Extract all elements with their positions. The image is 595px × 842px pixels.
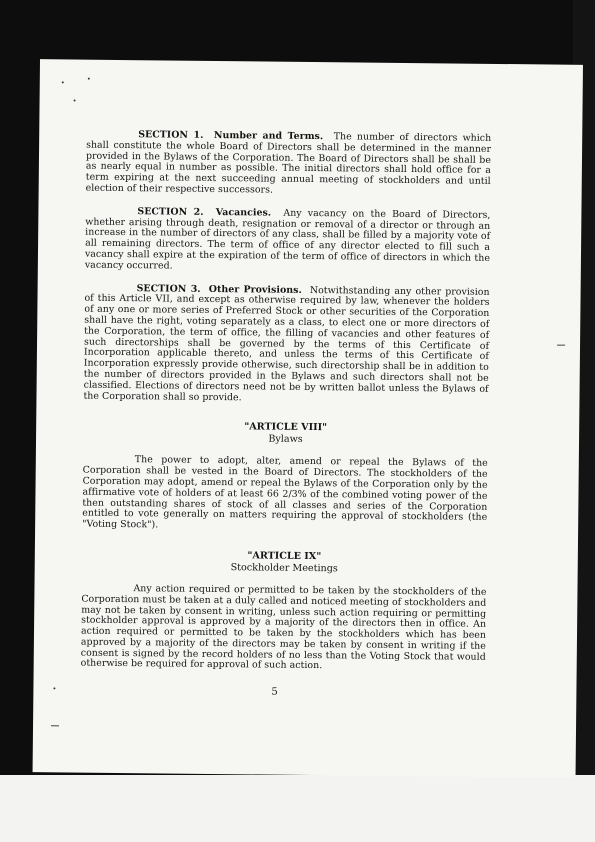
section-heading: SECTION 3. [136, 282, 201, 295]
scan-speck [62, 81, 64, 83]
article-ix-text: Any action required or permitted to be taken by the stockholders of the Corporation must be taken at a duly called and noticed meeting of stockholders and may not be taken by consent in writing, unless such action requiring or permitting stockholder approval is approved by a majority of the directors then in office. An action required or permitted to be taken by the stockholders which has been approved by a majority of the directors may be taken by consent in writing if the consent is signed by the record holders of no less than the Voting Stock that would otherwise be required for approval of such action. [80, 583, 487, 672]
section-heading: SECTION 1. [138, 129, 204, 141]
section-2 [85, 206, 491, 275]
section-title: Vacancies. [215, 206, 272, 219]
section-text: The number of directors which shall constitute the whole Board of Directors shall be determined in the manner provided in the Bylaws of the Corporation. The Board of Directors shall be shall be as nearly equal in number as possible. The initial directors shall hold office for a term expiring at the next succeeding annual meeting of stockholders and until election of their respective successors. [85, 131, 492, 196]
section-title: Other Provisions. [208, 283, 302, 296]
article-number: "ARTICLE IX" [247, 550, 322, 563]
section-title: Number and Terms. [213, 129, 324, 143]
article-title: Stockholder Meetings [230, 562, 338, 575]
scan-bottom-margin [0, 775, 595, 842]
scan-mark [51, 725, 59, 726]
section-text: Notwithstanding any other provision of this Article VII, and except as otherwise required by law, whenever the holders of any one or more series of Preferred Stock or other securities of the Corporation shall have the right, voting separately as a class, to elect one or more directors of the Corporation, the term of office, the filling of vacancies and other features of such directorships shall be governed by the terms of this Certificate of Incorporation applicable thereto, and unless the terms of this Certificate of Incorporation expressly provide otherwise, such directorship shall be in addition to the number of directors provided in the Bylaws and such directors shall not be classified. Elections of directors need not be by written ballot unless the Bylaws of the Corporation shall so provide. [83, 284, 490, 403]
scan-speck [88, 78, 90, 80]
article-title: Bylaws [268, 433, 303, 446]
section-3 [83, 283, 489, 406]
scan-speck [53, 687, 55, 689]
section-1 [86, 130, 492, 199]
section-heading: SECTION 2. [137, 205, 204, 218]
document-body [81, 130, 492, 674]
scan-mark [557, 345, 565, 346]
section-text: Any vacancy on the Board of Directors, whether arising through death, resignation or removal of a director or through an increase in the number of directors of any class, shall be filled by a majority vote of all remaining directors. The term of office of any director elected to fill such a vacancy shall expire at the expiration of the term of office of directors in which the vacancy occurred. [84, 207, 491, 272]
article-number: "ARTICLE VIII" [244, 421, 328, 434]
page-number: 5 [271, 686, 278, 698]
document-page [33, 59, 583, 778]
article-viii-header [83, 420, 488, 448]
article-ix-header [82, 549, 487, 577]
scan-speck [74, 100, 76, 102]
article-viii-text: The power to adopt, alter, amend or repeal the Bylaws of the Corporation shall be vested in the Board of Directors. The stockholders of the Corporation may adopt, amend or repeal the Bylaws of the Corporation only by the affirmative vote of holders of at least 66 2/3% of the combined voting power of the then outstanding shares of stock of all classes and series of the Corporation entitled to vote generally on matters requiring the approval of stockholders (the "Voting Stock"). [82, 454, 488, 531]
